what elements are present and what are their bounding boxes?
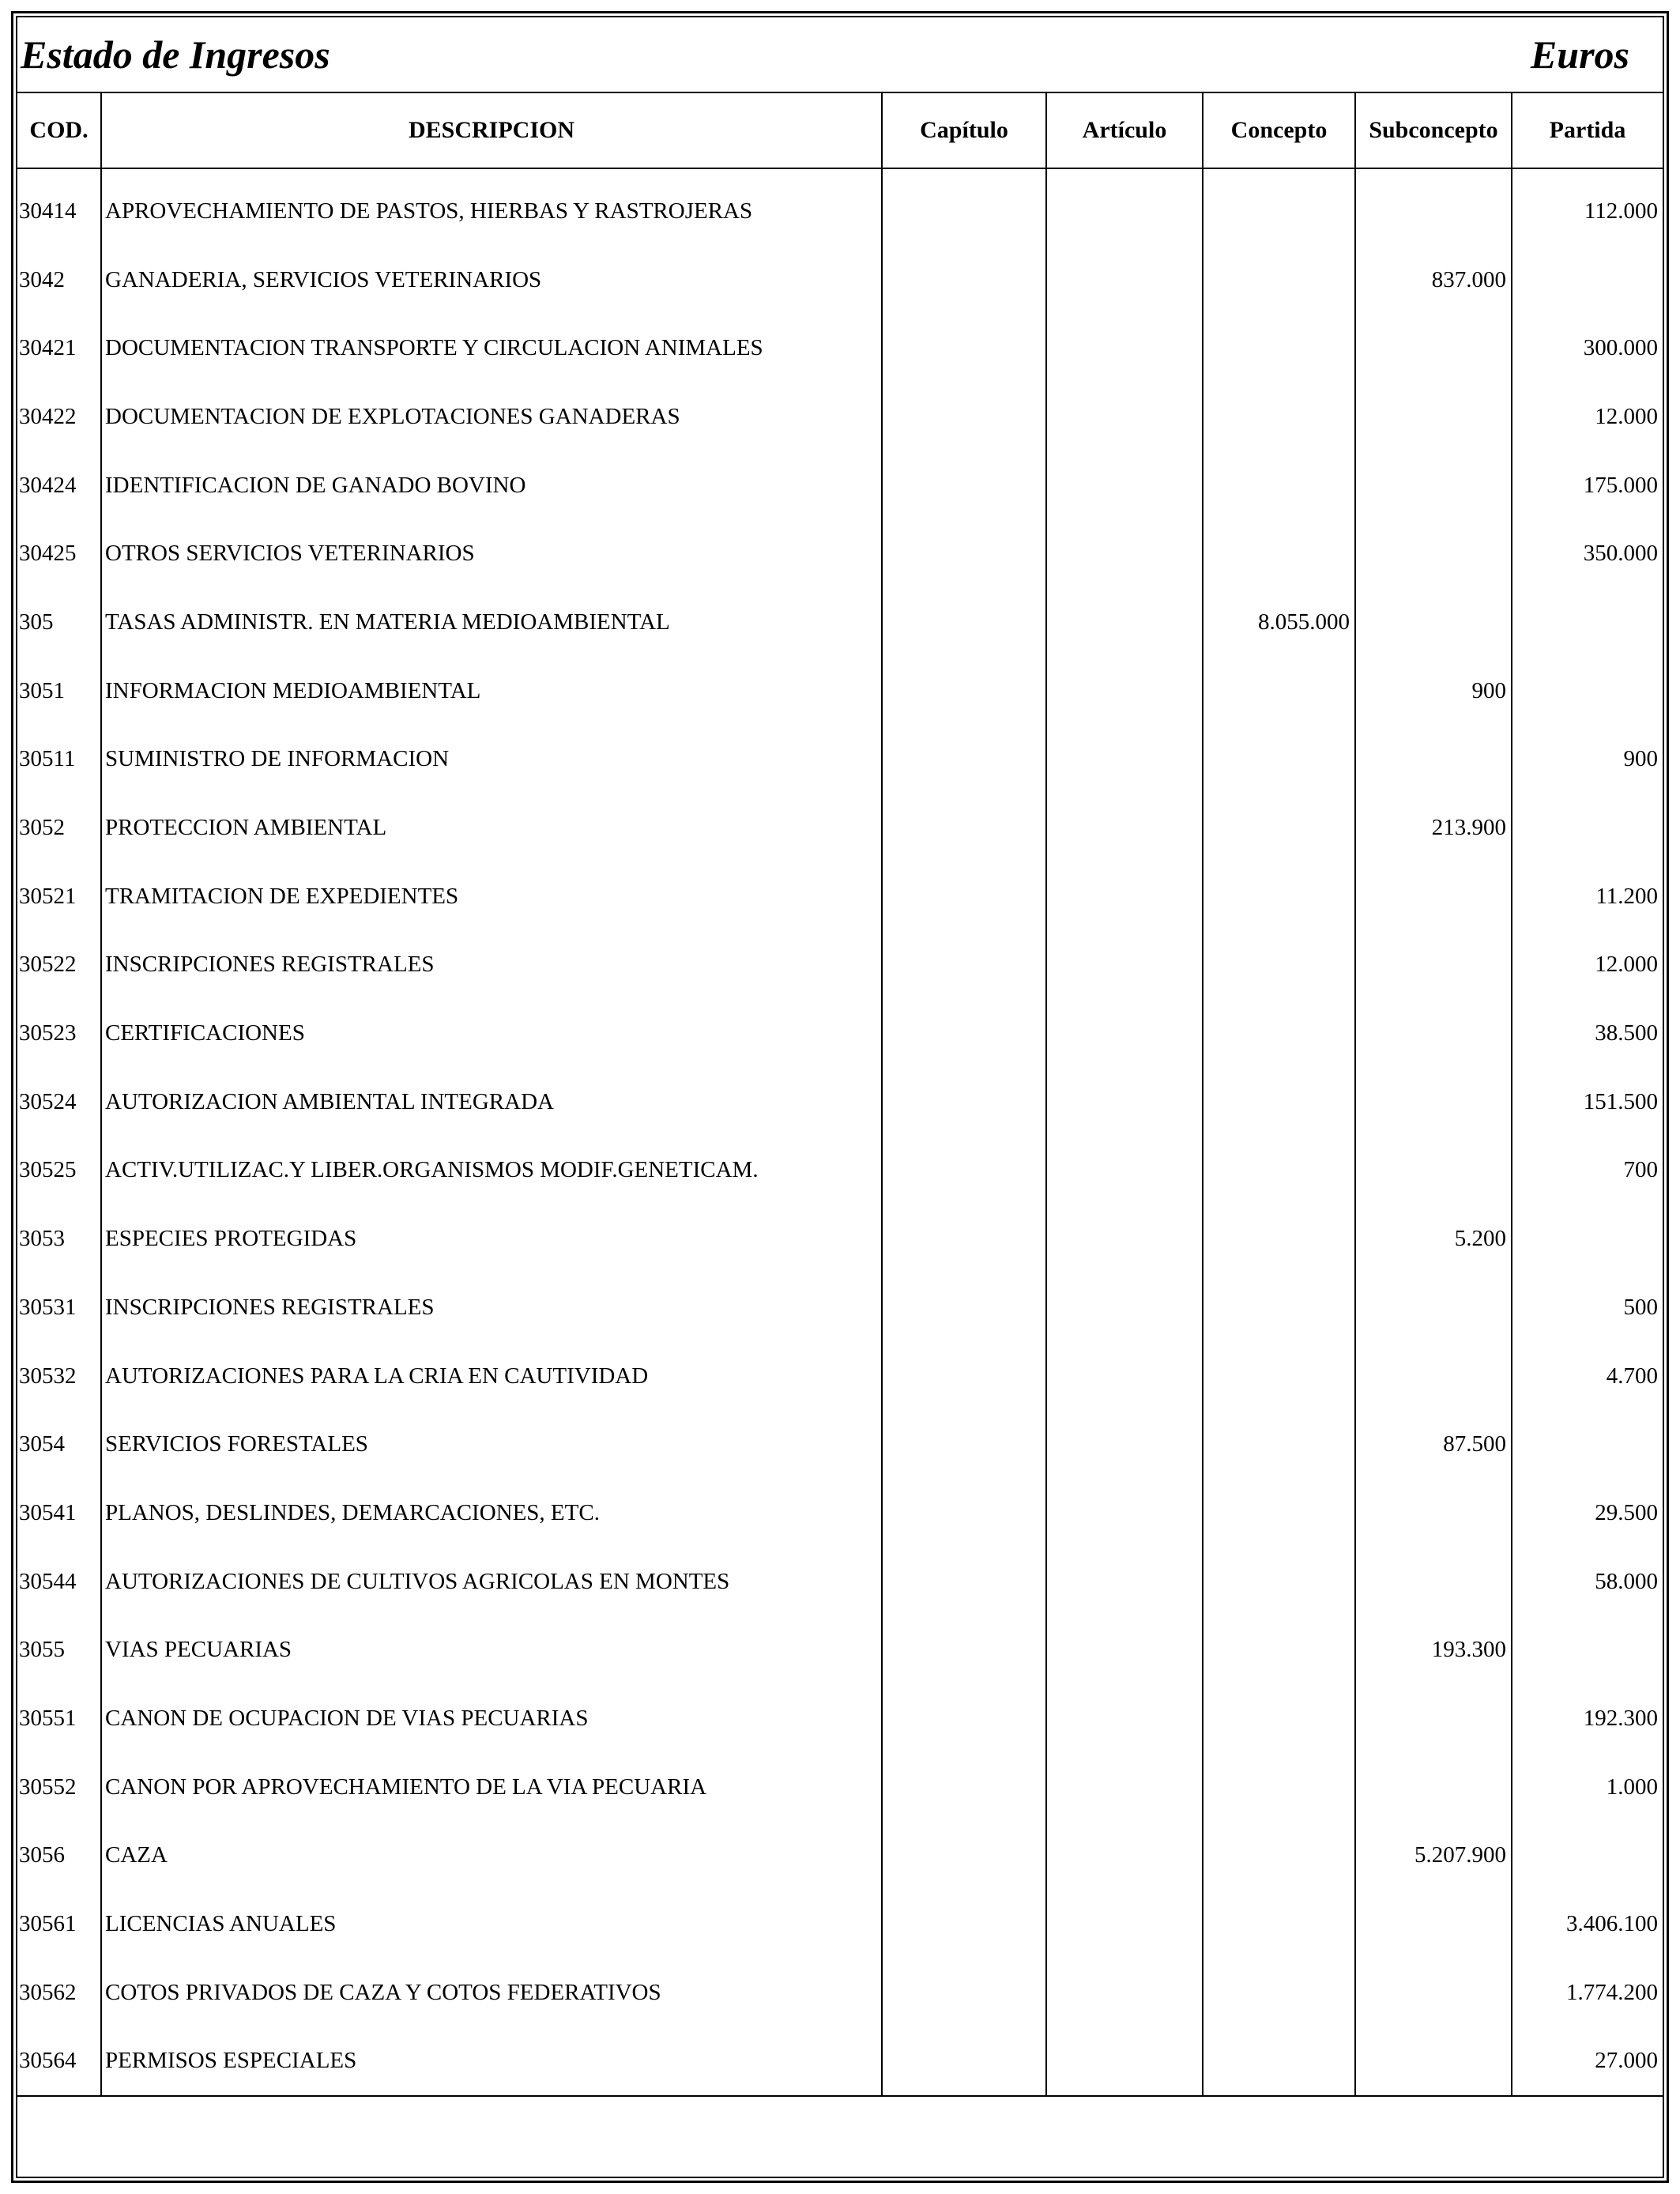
- table-row: [17, 1890, 1663, 1958]
- table-row: [17, 588, 1663, 657]
- cell-articulo: [1046, 451, 1203, 520]
- cell-subconcepto: 837.000: [1355, 246, 1512, 315]
- cell-concepto: [1203, 1822, 1355, 1891]
- cell-concepto: [1203, 1890, 1355, 1958]
- table-row: [17, 168, 1663, 246]
- cell-concepto: [1203, 383, 1355, 451]
- cell-articulo: [1046, 588, 1203, 657]
- table-row: [17, 1615, 1663, 1684]
- cell-capitulo: [882, 1822, 1046, 1891]
- cell-cod: 30523: [19, 1020, 77, 1046]
- cell-articulo: [1046, 314, 1203, 383]
- cell-cod: 30522: [19, 952, 77, 978]
- cell-capitulo: [882, 1958, 1046, 2027]
- cell-partida: [1512, 1410, 1663, 1479]
- cell-partida: [1512, 1822, 1663, 1891]
- table-row: [17, 726, 1663, 794]
- cell-cod: 30424: [19, 472, 77, 498]
- cell-concepto: [1203, 1068, 1355, 1137]
- cell-capitulo: [882, 862, 1046, 931]
- title-row: [17, 17, 1663, 93]
- cell-concepto: [1203, 1410, 1355, 1479]
- cell-articulo: [1046, 999, 1203, 1068]
- cell-descripcion: VIAS PECUARIAS: [101, 1615, 882, 1684]
- cell-articulo: [1046, 168, 1203, 246]
- cell-descripcion: DOCUMENTACION TRANSPORTE Y CIRCULACION ANIMALES: [101, 314, 882, 383]
- cell-subconcepto: 87.500: [1355, 1410, 1512, 1479]
- cell-partida: [1512, 1615, 1663, 1684]
- cell-descripcion: SERVICIOS FORESTALES: [101, 1410, 882, 1479]
- cell-capitulo: [882, 383, 1046, 451]
- cell-concepto: [1203, 1273, 1355, 1342]
- cell-descripcion: APROVECHAMIENTO DE PASTOS, HIERBAS Y RASTROJERAS: [101, 168, 882, 246]
- cell-partida: 300.000: [1512, 314, 1663, 383]
- cell-capitulo: [882, 726, 1046, 794]
- cell-descripcion: INFORMACION MEDIOAMBIENTAL: [101, 657, 882, 726]
- cell-partida: 29.500: [1512, 1479, 1663, 1547]
- cell-partida: 27.000: [1512, 2027, 1663, 2097]
- table-row: [17, 1137, 1663, 1205]
- cell-cod: 30541: [19, 1499, 77, 1525]
- cell-articulo: [1046, 519, 1203, 588]
- cell-capitulo: [882, 1753, 1046, 1822]
- cell-subconcepto: [1355, 519, 1512, 588]
- cell-articulo: [1046, 1547, 1203, 1616]
- table-row: [17, 314, 1663, 383]
- cell-articulo: [1046, 794, 1203, 862]
- cell-concepto: [1203, 1684, 1355, 1753]
- cell-capitulo: [882, 588, 1046, 657]
- cell-articulo: [1046, 1137, 1203, 1205]
- cell-capitulo: [882, 1204, 1046, 1273]
- cell-descripcion: ESPECIES PROTEGIDAS: [101, 1204, 882, 1273]
- header-capitulo: Capítulo: [882, 93, 1046, 168]
- cell-capitulo: [882, 1410, 1046, 1479]
- cell-partida: 151.500: [1512, 1068, 1663, 1137]
- cell-concepto: 8.055.000: [1203, 588, 1355, 657]
- cell-cod: 30561: [19, 1911, 77, 1937]
- cell-partida: [1512, 588, 1663, 657]
- table-row: [17, 1958, 1663, 2027]
- table-row: [17, 1479, 1663, 1547]
- cell-articulo: [1046, 1273, 1203, 1342]
- cell-cod: 305: [19, 609, 54, 635]
- cell-partida: 38.500: [1512, 999, 1663, 1068]
- cell-concepto: [1203, 999, 1355, 1068]
- cell-capitulo: [882, 519, 1046, 588]
- cell-subconcepto: [1355, 1342, 1512, 1411]
- cell-cod: 3042: [19, 266, 65, 292]
- cell-cod: 30421: [19, 335, 77, 361]
- cell-capitulo: [882, 1273, 1046, 1342]
- cell-subconcepto: [1355, 1273, 1512, 1342]
- cell-capitulo: [882, 1684, 1046, 1753]
- cell-articulo: [1046, 1068, 1203, 1137]
- cell-partida: [1512, 794, 1663, 862]
- cell-capitulo: [882, 1137, 1046, 1205]
- cell-capitulo: [882, 1479, 1046, 1547]
- cell-cod: 3052: [19, 815, 65, 841]
- cell-articulo: [1046, 726, 1203, 794]
- cell-partida: [1512, 657, 1663, 726]
- table-row: [17, 1204, 1663, 1273]
- cell-partida: 900: [1512, 726, 1663, 794]
- table-row: [17, 1410, 1663, 1479]
- cell-descripcion: IDENTIFICACION DE GANADO BOVINO: [101, 451, 882, 520]
- table-row: [17, 451, 1663, 520]
- cell-capitulo: [882, 931, 1046, 1000]
- cell-cod: 30425: [19, 541, 77, 567]
- cell-concepto: [1203, 451, 1355, 520]
- cell-subconcepto: 193.300: [1355, 1615, 1512, 1684]
- cell-partida: 500: [1512, 1273, 1663, 1342]
- currency-label: Euros: [1530, 32, 1629, 77]
- cell-articulo: [1046, 1410, 1203, 1479]
- cell-subconcepto: [1355, 2027, 1512, 2097]
- cell-articulo: [1046, 862, 1203, 931]
- cell-partida: [1512, 1204, 1663, 1273]
- cell-articulo: [1046, 931, 1203, 1000]
- cell-capitulo: [882, 168, 1046, 246]
- cell-subconcepto: [1355, 999, 1512, 1068]
- cell-cod: 30524: [19, 1088, 77, 1114]
- table-row: [17, 999, 1663, 1068]
- cell-cod: 30422: [19, 403, 77, 429]
- cell-subconcepto: 900: [1355, 657, 1512, 726]
- footer-row: [17, 2102, 1663, 2178]
- table-row: [17, 1342, 1663, 1411]
- cell-capitulo: [882, 657, 1046, 726]
- cell-descripcion: CANON POR APROVECHAMIENTO DE LA VIA PECUARIA: [101, 1753, 882, 1822]
- cell-descripcion: DOCUMENTACION DE EXPLOTACIONES GANADERAS: [101, 383, 882, 451]
- cell-cod: 3051: [19, 677, 65, 703]
- cell-concepto: [1203, 1479, 1355, 1547]
- cell-cod: 30531: [19, 1294, 77, 1320]
- cell-capitulo: [882, 1068, 1046, 1137]
- cell-subconcepto: [1355, 1890, 1512, 1958]
- header-cod: COD.: [17, 93, 101, 168]
- cell-subconcepto: [1355, 1479, 1512, 1547]
- cell-articulo: [1046, 1890, 1203, 1958]
- cell-concepto: [1203, 1753, 1355, 1822]
- cell-concepto: [1203, 1204, 1355, 1273]
- cell-cod: 30551: [19, 1705, 77, 1731]
- page-title: Estado de Ingresos: [21, 32, 330, 77]
- cell-cod: 30525: [19, 1157, 77, 1183]
- cell-articulo: [1046, 657, 1203, 726]
- cell-subconcepto: [1355, 314, 1512, 383]
- cell-capitulo: [882, 314, 1046, 383]
- table-row: [17, 657, 1663, 726]
- table-row: [17, 519, 1663, 588]
- table-row: [17, 2027, 1663, 2097]
- cell-capitulo: [882, 1547, 1046, 1616]
- cell-descripcion: PERMISOS ESPECIALES: [101, 2027, 882, 2097]
- cell-concepto: [1203, 1137, 1355, 1205]
- cell-subconcepto: [1355, 451, 1512, 520]
- cell-descripcion: INSCRIPCIONES REGISTRALES: [101, 931, 882, 1000]
- table-row: [17, 246, 1663, 315]
- cell-concepto: [1203, 862, 1355, 931]
- cell-articulo: [1046, 1342, 1203, 1411]
- cell-subconcepto: [1355, 931, 1512, 1000]
- cell-concepto: [1203, 726, 1355, 794]
- cell-partida: 192.300: [1512, 1684, 1663, 1753]
- cell-descripcion: ACTIV.UTILIZAC.Y LIBER.ORGANISMOS MODIF.GENETICAM.: [101, 1137, 882, 1205]
- cell-descripcion: CERTIFICACIONES: [101, 999, 882, 1068]
- cell-partida: 4.700: [1512, 1342, 1663, 1411]
- cell-articulo: [1046, 2027, 1203, 2097]
- cell-descripcion: SUMINISTRO DE INFORMACION: [101, 726, 882, 794]
- cell-subconcepto: [1355, 1958, 1512, 2027]
- cell-cod: 3053: [19, 1226, 65, 1252]
- cell-cod: 30552: [19, 1774, 77, 1800]
- cell-articulo: [1046, 1958, 1203, 2027]
- cell-capitulo: [882, 794, 1046, 862]
- cell-articulo: [1046, 1822, 1203, 1891]
- cell-subconcepto: [1355, 1068, 1512, 1137]
- cell-subconcepto: [1355, 1684, 1512, 1753]
- header-descripcion: DESCRIPCION: [101, 93, 882, 168]
- table-row: [17, 794, 1663, 862]
- header-partida: Partida: [1512, 93, 1663, 168]
- cell-articulo: [1046, 1479, 1203, 1547]
- cell-concepto: [1203, 519, 1355, 588]
- income-table: [17, 93, 1663, 2097]
- cell-partida: 350.000: [1512, 519, 1663, 588]
- cell-capitulo: [882, 999, 1046, 1068]
- table-row: [17, 862, 1663, 931]
- cell-partida: [1512, 246, 1663, 315]
- cell-concepto: [1203, 1958, 1355, 2027]
- cell-capitulo: [882, 1342, 1046, 1411]
- cell-cod: 30564: [17, 2027, 101, 2097]
- cell-descripcion: INSCRIPCIONES REGISTRALES: [101, 1273, 882, 1342]
- cell-subconcepto: [1355, 168, 1512, 246]
- cell-descripcion: PLANOS, DESLINDES, DEMARCACIONES, ETC.: [101, 1479, 882, 1547]
- cell-descripcion: COTOS PRIVADOS DE CAZA Y COTOS FEDERATIVOS: [101, 1958, 882, 2027]
- cell-concepto: [1203, 168, 1355, 246]
- cell-subconcepto: [1355, 588, 1512, 657]
- table-row: [17, 1822, 1663, 1891]
- cell-articulo: [1046, 1753, 1203, 1822]
- cell-partida: 3.406.100: [1512, 1890, 1663, 1958]
- cell-descripcion: OTROS SERVICIOS VETERINARIOS: [101, 519, 882, 588]
- cell-concepto: [1203, 314, 1355, 383]
- cell-articulo: [1046, 1684, 1203, 1753]
- cell-partida: 11.200: [1512, 862, 1663, 931]
- cell-capitulo: [882, 2027, 1046, 2097]
- cell-capitulo: [882, 1890, 1046, 1958]
- cell-articulo: [1046, 246, 1203, 315]
- cell-cod: 3056: [19, 1842, 65, 1868]
- cell-cod: 30511: [19, 746, 76, 772]
- cell-concepto: [1203, 794, 1355, 862]
- header-concepto: Concepto: [1203, 93, 1355, 168]
- cell-subconcepto: 213.900: [1355, 794, 1512, 862]
- cell-descripcion: GANADERIA, SERVICIOS VETERINARIOS: [101, 246, 882, 315]
- cell-descripcion: LICENCIAS ANUALES: [101, 1890, 882, 1958]
- cell-subconcepto: 5.207.900: [1355, 1822, 1512, 1891]
- cell-capitulo: [882, 1615, 1046, 1684]
- table-row: [17, 1684, 1663, 1753]
- cell-descripcion: PROTECCION AMBIENTAL: [101, 794, 882, 862]
- cell-articulo: [1046, 1615, 1203, 1684]
- cell-cod: 30544: [19, 1568, 77, 1594]
- cell-concepto: [1203, 1342, 1355, 1411]
- cell-descripcion: AUTORIZACIONES DE CULTIVOS AGRICOLAS EN MONTES: [101, 1547, 882, 1616]
- cell-concepto: [1203, 2027, 1355, 2097]
- cell-descripcion: AUTORIZACIONES PARA LA CRIA EN CAUTIVIDAD: [101, 1342, 882, 1411]
- cell-concepto: [1203, 246, 1355, 315]
- cell-capitulo: [882, 246, 1046, 315]
- table-row: [17, 931, 1663, 1000]
- cell-concepto: [1203, 1547, 1355, 1616]
- cell-subconcepto: [1355, 862, 1512, 931]
- cell-cod: 30414: [19, 198, 77, 224]
- cell-partida: 12.000: [1512, 383, 1663, 451]
- cell-concepto: [1203, 931, 1355, 1000]
- table-row: [17, 1547, 1663, 1616]
- cell-partida: 175.000: [1512, 451, 1663, 520]
- cell-partida: 12.000: [1512, 931, 1663, 1000]
- cell-subconcepto: [1355, 1137, 1512, 1205]
- cell-subconcepto: 5.200: [1355, 1204, 1512, 1273]
- cell-cod: 30562: [19, 1979, 77, 2005]
- cell-subconcepto: [1355, 1547, 1512, 1616]
- table-header-row: [17, 93, 1663, 168]
- cell-subconcepto: [1355, 1753, 1512, 1822]
- cell-cod: 30521: [19, 883, 77, 909]
- table-body: [17, 168, 1663, 2096]
- cell-subconcepto: [1355, 383, 1512, 451]
- cell-capitulo: [882, 451, 1046, 520]
- cell-subconcepto: [1355, 726, 1512, 794]
- cell-descripcion: AUTORIZACION AMBIENTAL INTEGRADA: [101, 1068, 882, 1137]
- cell-cod: 3055: [19, 1637, 65, 1663]
- cell-partida: 1.000: [1512, 1753, 1663, 1822]
- cell-articulo: [1046, 383, 1203, 451]
- table-row: [17, 1753, 1663, 1822]
- cell-descripcion: CANON DE OCUPACION DE VIAS PECUARIAS: [101, 1684, 882, 1753]
- cell-articulo: [1046, 1204, 1203, 1273]
- table-row: [17, 1273, 1663, 1342]
- cell-cod: 3054: [19, 1431, 65, 1457]
- table-row: [17, 1068, 1663, 1137]
- header-articulo: Artículo: [1046, 93, 1203, 168]
- cell-concepto: [1203, 1615, 1355, 1684]
- cell-partida: 1.774.200: [1512, 1958, 1663, 2027]
- cell-cod: 30532: [19, 1363, 77, 1389]
- cell-descripcion: TRAMITACION DE EXPEDIENTES: [101, 862, 882, 931]
- cell-concepto: [1203, 657, 1355, 726]
- table-row: [17, 383, 1663, 451]
- cell-partida: 112.000: [1512, 168, 1663, 246]
- header-subconcepto: Subconcepto: [1355, 93, 1512, 168]
- cell-descripcion: CAZA: [101, 1822, 882, 1891]
- cell-partida: 700: [1512, 1137, 1663, 1205]
- cell-descripcion: TASAS ADMINISTR. EN MATERIA MEDIOAMBIENTAL: [101, 588, 882, 657]
- cell-partida: 58.000: [1512, 1547, 1663, 1616]
